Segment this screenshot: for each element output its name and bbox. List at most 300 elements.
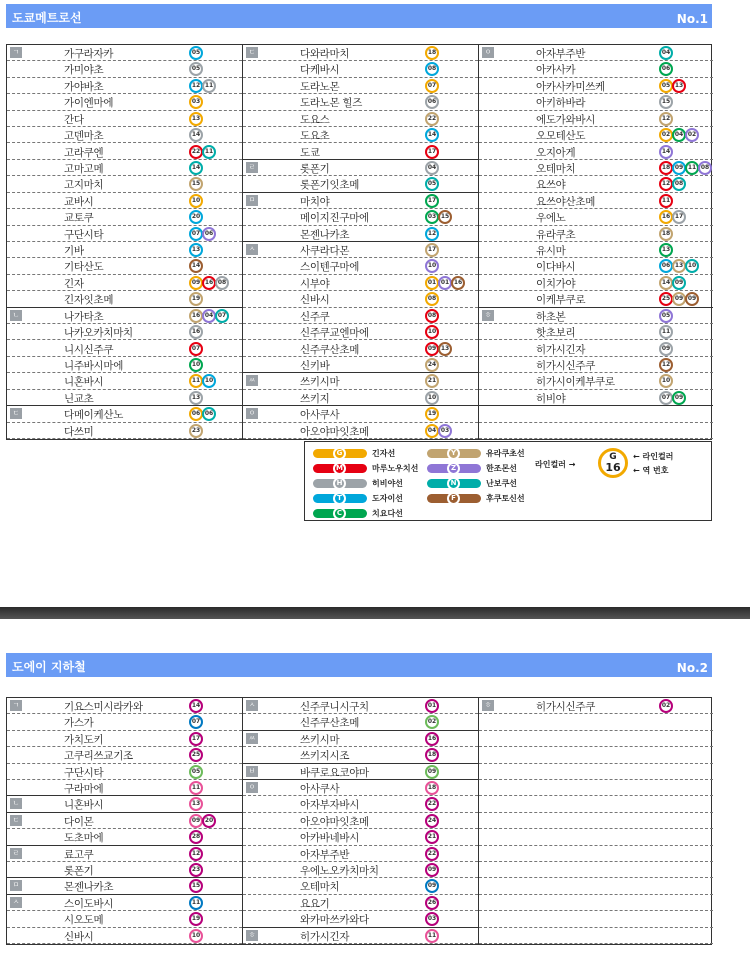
initial-consonant-tag: ㅆ [246,733,258,744]
station-row [243,373,478,389]
station-number-badge: 03 [425,210,439,224]
station-number-badge: 19 [189,292,203,306]
station-number-badge: 21 [425,830,439,844]
station-row [479,846,713,862]
station-row [243,423,478,439]
station-row [479,144,713,160]
initial-consonant-tag: ㄷ [10,815,22,826]
station-number-badge: 02 [425,715,439,729]
station-number-badge: 09 [685,292,699,306]
station-number-badges [425,715,438,729]
station-number-badge: 15 [189,177,203,191]
station-number-badge: 11 [659,325,673,339]
station-number-badges [659,177,685,191]
station-number-badges [659,95,672,109]
station-row [243,846,478,862]
station-number-badges [425,358,438,372]
initial-consonant-tag: ㄱ [10,47,22,58]
station-row [7,144,242,160]
station-name: 시오도메 [64,914,104,927]
section2-banner [6,653,712,677]
station-name: 구단시타 [64,766,104,779]
station-number-badge: 11 [202,145,216,159]
station-row [479,111,713,127]
station-number-badge: 21 [425,374,439,388]
station-number-badges [189,699,202,713]
station-name: 가치도키 [64,733,104,746]
station-name: 기바 [64,245,84,257]
station-number-badge: 10 [189,358,203,372]
station-row [479,406,713,422]
station-number-badge: 23 [189,424,203,438]
station-row [479,94,713,110]
station-number-badges [659,358,672,372]
station-number-badge: 10 [189,929,203,943]
legend-label: 긴자선 [372,449,396,458]
station-number-badge: 18 [425,781,439,795]
station-row [479,373,713,389]
legend-label: 유라쿠초선 [486,449,525,458]
station-number-badge: 12 [659,358,673,372]
station-number-badge: 25 [659,292,673,306]
station-number-badges [189,797,202,811]
station-row [243,357,478,373]
station-row [7,209,242,225]
station-number-badge: 18 [659,161,673,175]
station-number-badges [659,128,698,142]
station-number-badge: 14 [659,276,673,290]
legend-item [427,493,525,504]
station-number-badge: 13 [189,112,203,126]
station-name: 가이엔마에 [64,97,114,110]
station-row [7,258,242,274]
section1-column-3 [479,45,713,439]
section1-station-table [6,44,712,440]
station-name: 다쓰미 [64,425,94,438]
station-number-badge: 15 [438,210,452,224]
station-row [7,242,242,258]
station-row [7,764,242,780]
station-number-badge: 14 [189,259,203,273]
station-number-badge: 10 [202,374,216,388]
station-name: 아카사카 [536,64,576,77]
line-color-swatch [427,479,481,488]
station-name: 오지아게 [536,146,576,159]
station-row [7,846,242,862]
station-number-badges [425,259,438,273]
station-number-badge: 14 [189,699,203,713]
station-number-badges [189,128,202,142]
station-row [479,862,713,878]
station-number-badge: 09 [672,391,686,405]
station-name: 오모테산도 [536,130,586,143]
station-row [243,144,478,160]
station-number-badges [659,292,698,306]
station-row [7,928,242,944]
line-code-icon: C [333,507,346,520]
station-row [7,747,242,763]
station-number-badges [189,407,215,421]
station-number-badge: 05 [189,765,203,779]
station-number-badges [425,194,438,208]
station-number-badges [189,112,202,126]
station-name: 니시신주쿠 [64,343,114,356]
station-number-badge: 01 [438,276,452,290]
station-number-badge: 06 [202,227,216,241]
legend-item [427,463,517,474]
section2-column-1 [7,698,243,944]
station-name: 히가시신주쿠 [536,359,596,372]
station-name: 아사쿠사 [300,783,340,795]
station-name: 구라마에 [64,783,104,795]
station-row [479,242,713,258]
station-number-badges [189,814,215,828]
station-number-badges [189,161,202,175]
station-number-badge: 11 [202,79,216,93]
station-row [7,127,242,143]
initial-consonant-tag: ㄴ [10,310,22,321]
station-number-badges [659,391,685,405]
station-name: 하초본 [536,310,566,323]
section2-number: No.2 [676,661,708,675]
station-number-badge: 12 [659,112,673,126]
station-row [243,111,478,127]
station-number-badge: 04 [659,46,673,60]
station-name: 스이텐구마에 [300,261,360,274]
station-name: 간다 [64,113,84,126]
station-number-badges [189,243,202,257]
station-number-badge: 24 [425,814,439,828]
station-row [479,324,713,340]
station-number-badges [189,210,202,224]
station-number-badges [189,79,215,93]
line-color-swatch [313,449,367,458]
station-name: 마치야 [300,195,330,208]
station-number-badge: 22 [425,847,439,861]
station-name: 이치가야 [536,277,576,290]
station-name: 긴자 [64,277,84,290]
station-number-badge: 14 [189,128,203,142]
station-name: 도요초 [300,130,330,143]
station-name: 스이도바시 [64,897,114,910]
station-name: 몬젠나카초 [300,228,350,241]
station-row [7,714,242,730]
station-number-badges [425,863,438,877]
station-name: 메이지진구마에 [300,212,369,225]
station-number-badges [189,765,202,779]
station-name: 고지마치 [64,179,104,192]
station-row [479,78,713,94]
station-name: 유시마 [536,245,566,257]
station-number-badges [189,391,202,405]
station-number-badges [659,309,672,323]
station-name: 다케바시 [300,64,340,77]
station-name: 쓰키지 [300,392,330,405]
section1-banner [6,4,712,28]
station-row [7,111,242,127]
station-row [479,209,713,225]
station-number-badge: 10 [659,374,673,388]
station-name: 요쓰야산초메 [536,195,596,208]
station-number-badge: 02 [685,128,699,142]
legend-label: 치요다선 [372,509,403,518]
station-number-badges [189,781,202,795]
section2-column-3 [479,698,713,944]
line-color-swatch [427,464,481,473]
station-number-badges [425,879,438,893]
station-number-badges [189,896,202,910]
station-row [479,731,713,747]
station-row [7,45,242,61]
initial-consonant-tag: ㄴ [10,798,22,809]
initial-consonant-tag: ㅁ [246,195,258,206]
station-number-badge: 10 [425,325,439,339]
station-name: 신주쿠산초메 [300,343,360,356]
station-number-badges [425,797,438,811]
station-name: 가스가 [64,717,94,730]
station-number-badges [659,699,672,713]
station-number-badges [189,259,202,273]
station-name: 시부야 [300,277,330,290]
station-row [243,324,478,340]
section1-title: 도쿄메트로선 [12,11,82,25]
station-row [479,61,713,77]
station-name: 고덴마초 [64,130,104,143]
station-number-badges [425,325,438,339]
station-name: 롯폰기 [64,865,94,877]
station-number-badges [659,79,685,93]
station-number-badge: 09 [672,161,686,175]
station-name: 핫초보리 [536,327,576,340]
station-row [7,291,242,307]
station-number-badge: 17 [425,145,439,159]
station-number-badge: 09 [672,292,686,306]
legend-label: 후쿠토신선 [486,494,525,503]
station-number-badge: 16 [189,309,203,323]
line-color-swatch [313,494,367,503]
station-row [479,796,713,812]
station-row [243,747,478,763]
section2-column-2 [243,698,479,944]
section2-title: 도에이 지하철 [12,660,86,674]
station-row [479,911,713,927]
station-row [243,764,478,780]
line-code-icon: H [333,477,346,490]
station-number-badge: 19 [425,407,439,421]
station-number-badges [425,342,451,356]
station-name: 아자부주반 [300,848,350,861]
station-number-badge: 12 [659,177,673,191]
station-number-badge: 07 [189,342,203,356]
station-row [7,731,242,747]
station-number-badges [189,62,202,76]
station-number-badge: 20 [189,210,203,224]
section1-column-1 [7,45,243,439]
station-row [7,275,242,291]
legend-item [313,508,403,519]
station-name: 구단시타 [64,228,104,241]
station-name: 우에노 [536,212,566,225]
station-number-badges [659,374,672,388]
station-row [7,94,242,110]
station-number-badge: 12 [425,227,439,241]
station-number-badges [425,227,438,241]
station-name: 쓰키지시조 [300,750,350,763]
station-name: 료고쿠 [64,848,94,861]
station-name: 오테마치 [536,162,576,175]
station-number-badge: 03 [189,95,203,109]
initial-consonant-tag: ㅁ [10,880,22,891]
station-row [243,341,478,357]
station-row [7,390,242,406]
station-number-badge: 15 [659,95,673,109]
station-row [243,242,478,258]
legend-item [313,478,403,489]
station-row [7,341,242,357]
station-number-badge: 16 [202,276,216,290]
station-row [243,275,478,291]
station-row [479,127,713,143]
station-name: 신키바 [300,359,330,372]
station-number-badges [425,847,438,861]
station-name: 롯폰기 [300,162,330,175]
initial-consonant-tag: ㅎ [246,930,258,941]
station-number-badges [659,194,672,208]
station-number-badge: 12 [189,79,203,93]
station-number-badges [425,407,438,421]
station-number-badges [425,177,438,191]
station-row [243,911,478,927]
station-name: 고라쿠엔 [64,146,104,159]
station-name: 다이몬 [64,815,94,828]
initial-consonant-tag: ㄷ [10,408,22,419]
station-row [243,45,478,61]
legend-label: 히비야선 [372,479,403,488]
station-name: 니혼바시 [64,376,104,389]
station-row [479,160,713,176]
station-number-badge: 05 [659,79,673,93]
station-number-badges [425,112,438,126]
station-row [479,258,713,274]
station-name: 히가시신주쿠 [536,701,596,713]
line-color-swatch [313,464,367,473]
station-number-badges [659,210,685,224]
station-row [479,928,713,944]
station-number-badges [659,259,698,273]
station-name: 신주쿠교엔마에 [300,327,369,340]
station-number-badges [659,46,672,60]
station-row [479,193,713,209]
station-number-badge: 05 [189,62,203,76]
station-number-badge: 09 [425,765,439,779]
station-row [479,176,713,192]
station-name: 신바시 [64,930,94,943]
station-number-badge: 06 [659,259,673,273]
station-number-badge: 19 [189,912,203,926]
initial-consonant-tag: ㄷ [246,47,258,58]
station-number-badge: 08 [698,161,712,175]
station-number-badges [189,194,202,208]
station-name: 도요스 [300,113,330,126]
station-row [7,878,242,894]
station-name: 교토쿠 [64,212,94,225]
station-name: 신바시 [300,294,330,307]
station-number-badges [425,424,451,438]
station-row [7,176,242,192]
legend-label: 한조몬선 [486,464,517,473]
station-name: 아키하바라 [536,97,586,110]
station-name: 닌교초 [64,392,94,405]
station-number-badges [189,177,202,191]
legend-item [313,493,403,504]
station-number-badges [659,112,672,126]
line-code-icon: N [447,477,460,490]
initial-consonant-tag: ㅅ [10,897,22,908]
station-number-badges [189,227,215,241]
station-number-badges [189,912,202,926]
station-row [7,862,242,878]
section1-column-2 [243,45,479,439]
station-number-badges [659,243,672,257]
station-row [7,357,242,373]
station-number-badge: 08 [425,62,439,76]
station-number-badges [425,95,438,109]
station-number-badge: 05 [189,46,203,60]
station-number-badges [659,145,672,159]
station-number-badge: 04 [202,309,216,323]
station-number-badge: 15 [189,879,203,893]
station-row [479,308,713,324]
initial-consonant-tag: ㄹ [246,162,258,173]
station-row [479,357,713,373]
station-row [479,341,713,357]
station-name: 히비야 [536,392,566,405]
station-number-badge: 11 [685,161,699,175]
station-number-badge: 09 [425,342,439,356]
station-number-badge: 10 [685,259,699,273]
station-number-badge: 11 [189,896,203,910]
station-number-badges [189,325,202,339]
station-name: 신주쿠산초메 [300,717,360,730]
line-code-icon: M [333,462,346,475]
station-number-badge: 24 [425,358,439,372]
station-row [479,747,713,763]
station-row [243,813,478,829]
station-number-badge: 09 [425,863,439,877]
station-number-badges [189,732,202,746]
station-number-badge: 08 [425,292,439,306]
station-row [243,193,478,209]
station-name: 가야바초 [64,80,104,93]
station-row [243,406,478,422]
station-name: 아카바네바시 [300,832,360,845]
station-number-badge: 14 [189,161,203,175]
station-row [243,731,478,747]
station-number-badges [425,765,438,779]
station-number-badge: 17 [672,210,686,224]
station-row [243,94,478,110]
station-row [479,780,713,796]
station-number-badges [425,309,438,323]
station-number-badge: 23 [189,863,203,877]
station-number-badge: 22 [425,797,439,811]
station-row [243,829,478,845]
station-number-badge: 25 [189,748,203,762]
station-row [243,160,478,176]
station-name: 니주바시마에 [64,359,124,372]
station-row [479,895,713,911]
station-number-badge: 10 [189,194,203,208]
